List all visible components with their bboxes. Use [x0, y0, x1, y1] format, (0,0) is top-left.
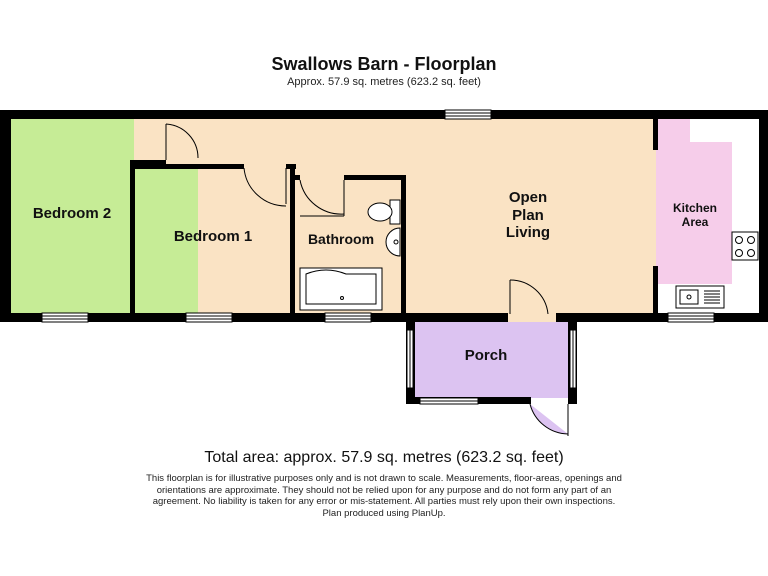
disclaimer-line-3: agreement. No liability is taken for any error or mis-statement. All parties must rely upon their own inspections.: [152, 496, 616, 507]
window-bedroom1: [186, 313, 232, 322]
bedroom-2-corner: [8, 118, 134, 166]
wall-right: [759, 110, 768, 322]
page-title: Swallows Barn - Floorplan: [271, 54, 497, 74]
window-bedroom2: [42, 313, 88, 322]
wall-bedroom1-top: [130, 164, 244, 169]
wall-kitchen-lower: [653, 266, 658, 314]
hob: [732, 232, 758, 260]
disclaimer-line-4: Plan produced using PlanUp.: [322, 507, 446, 519]
wall-bedroom2-right: [130, 166, 135, 314]
door-porch-external: [530, 404, 568, 436]
wall-top: [0, 110, 768, 119]
room-label-living-1: Open: [508, 189, 548, 206]
room-label-porch: Porch: [464, 347, 508, 364]
porch-doorway: [508, 313, 556, 322]
wall-bathroom-top: [290, 175, 300, 180]
kitchen-sink: [676, 286, 724, 308]
wall-bottom: [0, 313, 768, 322]
disclaimer-line-1: This floorplan is for illustrative purposes only and is not drawn to scale. Measurements, floor-areas, openings and: [146, 473, 622, 484]
disclaimer: [124, 473, 644, 519]
room-label-kitchen-1: Kitchen: [672, 201, 718, 215]
room-label-living-2: Plan: [512, 207, 544, 224]
room-label-bedroom-1: Bedroom 1: [173, 228, 253, 245]
wall-bathroom-right: [401, 175, 406, 314]
page-subtitle: Approx. 57.9 sq. metres (623.2 sq. feet): [287, 76, 481, 88]
wall-bathroom-top-right: [344, 175, 406, 180]
room-label-bedroom-2: Bedroom 2: [32, 205, 112, 222]
wall-porch-bottom-right: [568, 397, 577, 404]
room-label-bathroom: Bathroom: [307, 231, 375, 247]
window-kitchen: [668, 313, 714, 322]
window-bathroom: [325, 313, 371, 322]
wall-left: [0, 110, 11, 322]
room-label-living-3: Living: [505, 224, 551, 241]
wall-kitchen-upper: [653, 118, 658, 150]
room-label-kitchen-2: Area: [681, 215, 709, 229]
disclaimer-line-2: orientations are approximate. They should not be relied upon for any purpose and do not form any part of an: [156, 484, 612, 496]
total-area: Total area: approx. 57.9 sq. metres (623.2 sq. feet): [204, 449, 564, 466]
window-top-living: [445, 110, 491, 119]
wall-bedroom1-right: [290, 164, 295, 314]
bathtub: [300, 268, 382, 310]
